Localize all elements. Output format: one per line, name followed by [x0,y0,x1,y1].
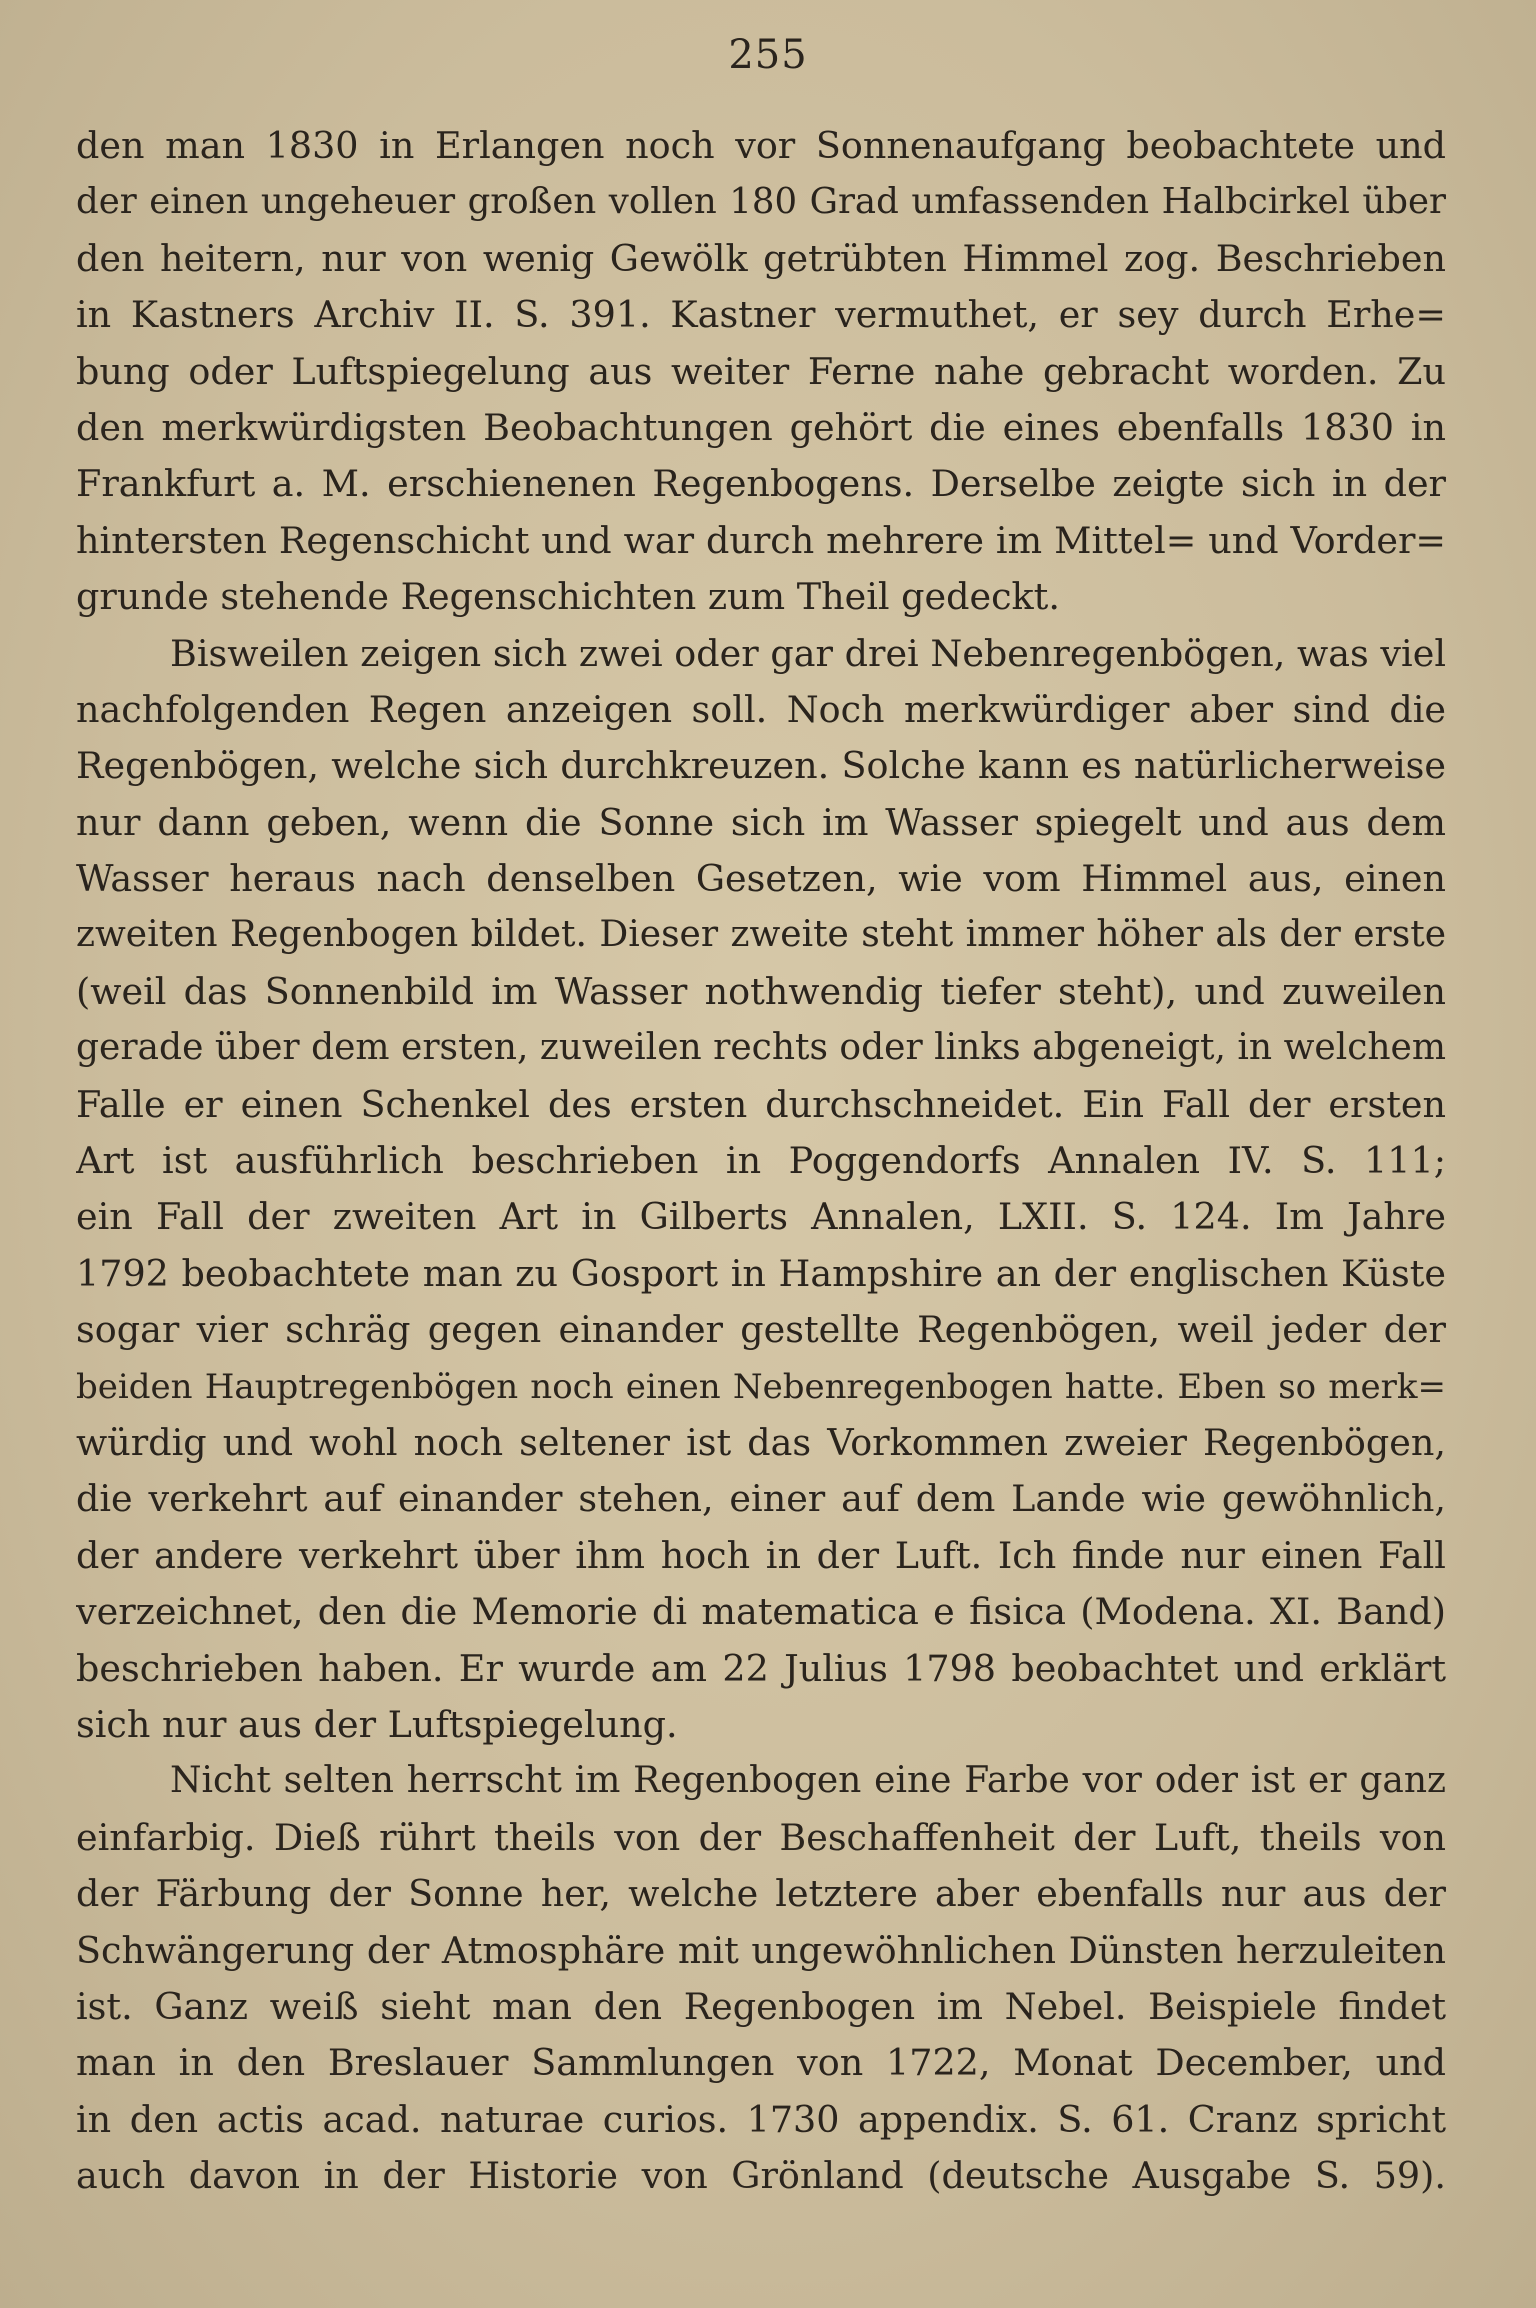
text-line: Schwängerung der Atmosphäre mit ungewöhnlichen Dünsten herzuleiten [76,1928,1446,1972]
text-line: einfarbig. Dieß rührt theils von der Beschaffenheit der Luft, theils von [76,1815,1446,1859]
text-line: würdig und wohl noch seltener ist das Vorkommen zweier Regenbögen, [76,1420,1446,1464]
text-line: hintersten Regenschicht und war durch mehrere im Mittel= und Vorder= [76,518,1446,562]
text-line: (weil das Sonnenbild im Wasser nothwendig tiefer steht), und zuweilen [76,969,1446,1013]
text-line: verzeichnet, den die Memorie di matematica e fisica (Modena. XI. Band) [76,1590,1446,1634]
text-line: in Kastners Archiv II. S. 391. Kastner vermuthet, er sey durch Erhe= [76,293,1446,337]
text-line: zweiten Regenbogen bildet. Dieser zweite steht immer höher als der erste [76,914,1446,956]
text-line: bung oder Luftspiegelung aus weiter Ferne nahe gebracht worden. Zu [76,349,1446,393]
text-line: den heitern, nur von wenig Gewölk getrübten Himmel zog. Beschrieben [76,236,1446,280]
text-line: man in den Breslauer Sammlungen von 1722, Monat December, und [76,2041,1446,2085]
text-line: beschrieben haben. Er wurde am 22 Julius 1798 beobachtet und erklärt [76,1646,1446,1690]
text-line: beiden Hauptregenbögen noch einen Nebenregenbogen hatte. Eben so merk= [76,1366,1446,1407]
body-text [76,118,1446,2204]
text-line: der andere verkehrt über ihm hoch in der Luft. Ich finde nur einen Fall [76,1533,1446,1577]
text-line: ist. Ganz weiß sieht man den Regenbogen im Nebel. Beispiele findet [76,1984,1446,2028]
text-line: nachfolgenden Regen anzeigen soll. Noch merkwürdiger aber sind die [76,687,1446,731]
text-line: grunde stehende Regenschichten zum Theil gedeckt. [76,575,1060,619]
text-line: Bisweilen zeigen sich zwei oder gar drei Nebenregenbögen, was viel [170,631,1446,675]
text-line: der Färbung der Sonne her, welche letztere aber ebenfalls nur aus der [76,1872,1446,1916]
text-line: gerade über dem ersten, zuweilen rechts oder links abgeneigt, in welchem [76,1027,1446,1069]
text-line: ein Fall der zweiten Art in Gilberts Annalen, LXII. S. 124. Im Jahre [76,1195,1446,1239]
text-line: Frankfurt a. M. erschienenen Regenbogens. Derselbe zeigte sich in der [76,462,1446,506]
text-line: den man 1830 in Erlangen noch vor Sonnenaufgang beobachtete und [76,124,1446,167]
text-line: sich nur aus der Luftspiegelung. [76,1702,678,1746]
text-line: den merkwürdigsten Beobachtungen gehört die eines ebenfalls 1830 in [76,405,1446,449]
text-line: Wasser heraus nach denselben Gesetzen, wie vom Himmel aus, einen [76,857,1446,901]
text-line: auch davon in der Historie von Grönland (deutsche Ausgabe S. 59). [76,2154,1446,2198]
text-line: nur dann geben, wenn die Sonne sich im Wasser spiegelt und aus dem [76,800,1446,844]
text-line: die verkehrt auf einander stehen, einer auf dem Lande wie gewöhnlich, [76,1477,1446,1521]
page-number: 255 [728,32,808,78]
text-line: der einen ungeheuer großen vollen 180 Grad umfassenden Halbcirkel über [76,181,1446,223]
text-line: Nicht selten herrscht im Regenbogen eine Farbe vor oder ist er ganz [170,1760,1446,1802]
text-line: Art ist ausführlich beschrieben in Poggendorfs Annalen IV. S. 111; [76,1139,1446,1183]
text-line: in den actis acad. naturae curios. 1730 appendix. S. 61. Cranz spricht [76,2097,1446,2141]
text-line: Falle er einen Schenkel des ersten durchschneidet. Ein Fall der ersten [76,1082,1446,1126]
text-line: Regenbögen, welche sich durchkreuzen. Solche kann es natürlicherweise [76,744,1446,788]
text-line: 1792 beobachtete man zu Gosport in Hampshire an der englischen Küste [76,1251,1446,1295]
text-line: sogar vier schräg gegen einander gestellte Regenbögen, weil jeder der [76,1308,1446,1352]
